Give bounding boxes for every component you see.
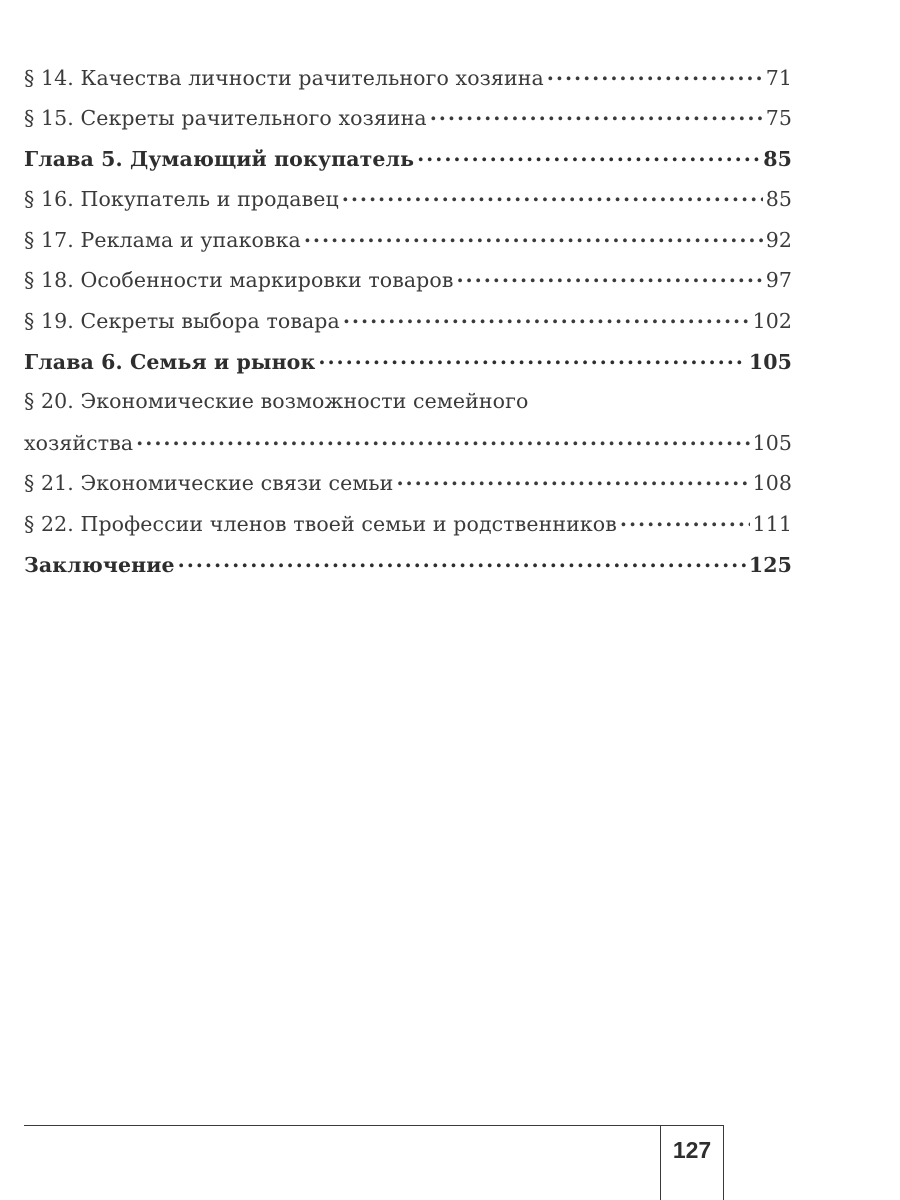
toc-entry[interactable]	[24, 470, 792, 511]
dot-leader	[547, 64, 763, 85]
page-number: 127	[672, 1137, 712, 1163]
toc-entry[interactable]	[24, 226, 792, 267]
toc-chapter-entry[interactable]	[24, 145, 792, 186]
toc-entry-page: 108	[752, 471, 792, 496]
toc-entry-title: § 14. Качества личности рачительного хозяина	[24, 65, 544, 90]
footer-rule	[24, 1125, 724, 1126]
toc-entry[interactable]	[24, 389, 792, 470]
toc-entry-page: 75	[765, 106, 792, 131]
toc-entry-page: 102	[752, 309, 792, 334]
dot-leader	[178, 551, 746, 572]
toc-entry-page: 105	[748, 349, 792, 374]
dot-leader	[430, 105, 763, 126]
toc-entry-page: 111	[752, 512, 792, 537]
toc-entry[interactable]	[24, 105, 792, 146]
toc-entry[interactable]	[24, 511, 792, 552]
dot-leader	[396, 470, 749, 491]
dot-leader	[318, 348, 746, 369]
toc-entry[interactable]	[24, 308, 792, 349]
table-of-contents	[24, 64, 792, 592]
toc-entry-page: 71	[765, 65, 792, 90]
toc-entry-page: 85	[763, 146, 792, 171]
page-number-box	[660, 1125, 724, 1200]
dot-leader	[417, 145, 760, 166]
toc-entry-page: 97	[765, 268, 792, 293]
dot-leader	[342, 186, 763, 207]
dot-leader	[620, 511, 750, 532]
toc-entry-title: § 19. Секреты выбора товара	[24, 309, 340, 334]
toc-chapter-entry[interactable]	[24, 551, 792, 592]
toc-entry-title: § 18. Особенности маркировки товаров	[24, 268, 454, 293]
toc-entry-title: § 15. Секреты рачительного хозяина	[24, 106, 427, 131]
toc-entry-page: 105	[752, 430, 792, 455]
dot-leader	[456, 267, 762, 288]
toc-entry-page: 125	[748, 552, 792, 577]
dot-leader	[136, 429, 749, 450]
toc-entry-title: § 21. Экономические связи семьи	[24, 471, 394, 496]
toc-entry-title-continued: хозяйства	[24, 430, 134, 455]
toc-entry[interactable]	[24, 267, 792, 308]
toc-entry[interactable]	[24, 186, 792, 227]
toc-chapter-title: Глава 5. Думающий покупатель	[24, 146, 415, 171]
toc-entry[interactable]	[24, 64, 792, 105]
toc-entry-title: § 16. Покупатель и продавец	[24, 187, 339, 212]
toc-chapter-title: Заключение	[24, 552, 175, 577]
toc-chapter-title: Глава 6. Семья и рынок	[24, 349, 316, 374]
toc-entry-title: § 22. Профессии членов твоей семьи и родственников	[24, 512, 617, 537]
toc-entry-title: § 17. Реклама и упаковка	[24, 227, 301, 252]
toc-chapter-entry[interactable]	[24, 348, 792, 389]
toc-entry-title: § 20. Экономические возможности семейного	[24, 388, 529, 413]
toc-entry-page: 85	[765, 187, 792, 212]
dot-leader	[343, 308, 750, 329]
dot-leader	[304, 226, 763, 247]
toc-entry-page: 92	[765, 227, 792, 252]
